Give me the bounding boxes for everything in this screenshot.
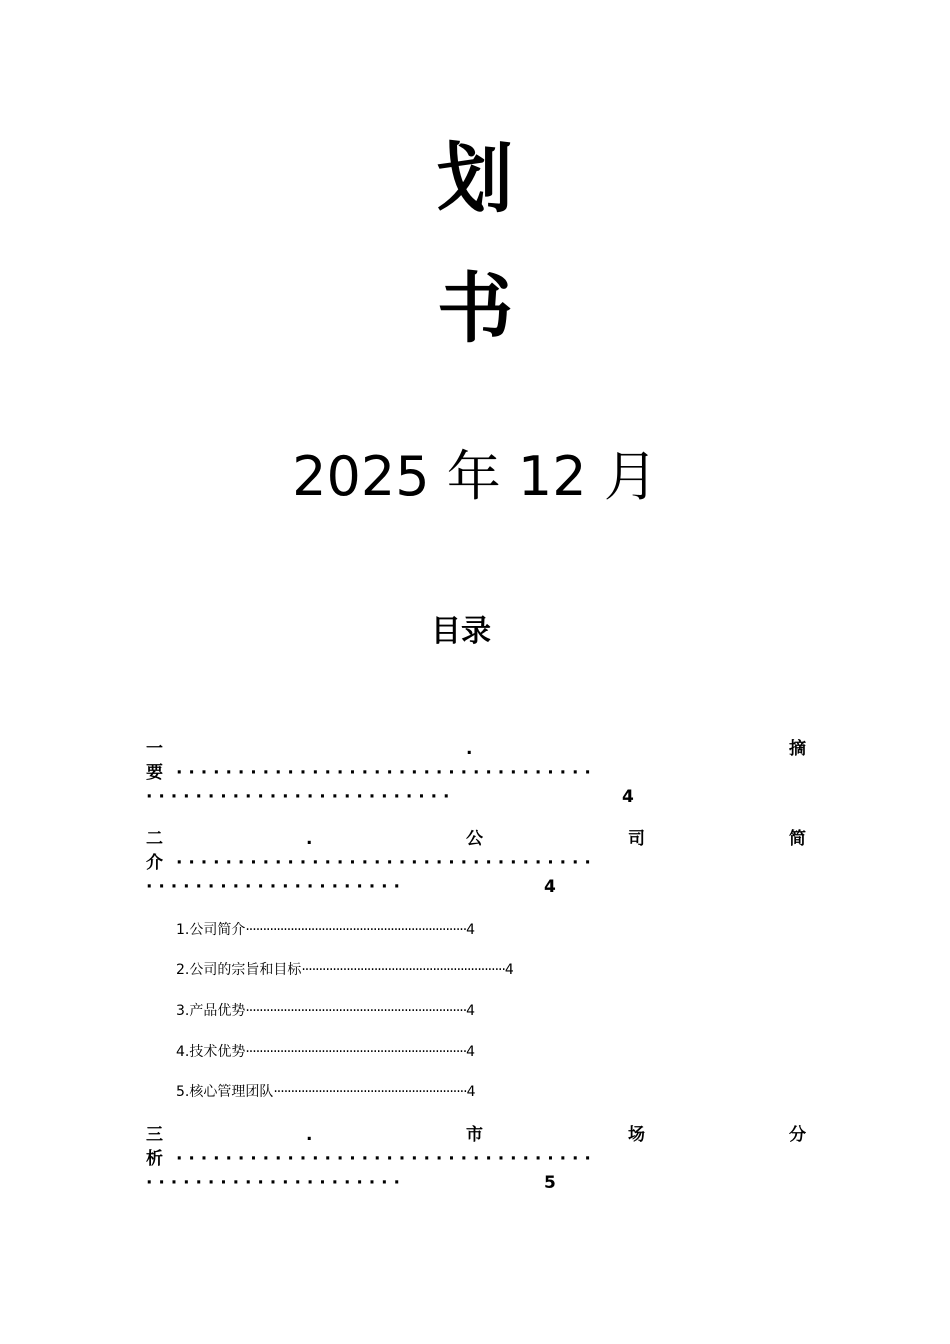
toc-leader-dots: · · · · · · · · · · · · · · · · · · · · · · · · · · · · · · · · · · [176,853,591,873]
toc-subentry-label: 4.技术优势 [176,1044,246,1060]
toc-entry-char: 场 [628,1125,645,1145]
toc-subentry-page: 4 [466,1084,476,1100]
toc-subentry-page: 4 [466,1003,476,1019]
toc-entry-char: 公 [466,829,483,849]
toc-entry-number: 二 [146,829,163,849]
toc-entry-separator: . [306,829,313,849]
toc-entry-char: 简 [789,829,806,849]
toc-leader-dots: · · · · · · · · · · · · · · · · · · · · · · · · · [146,787,450,807]
toc-entry-char: 市 [466,1125,483,1145]
toc-leader-dots: · · · · · · · · · · · · · · · · · · · · · [146,877,400,897]
toc-leader-dots: ································································ [245,1044,467,1060]
cover-title-line-1: 划 [437,134,513,223]
toc-entry-market-analysis[interactable] [146,1124,806,1204]
toc-entry-char: 析 [146,1149,163,1169]
toc-entry-char: 分 [789,1125,806,1145]
toc-leader-dots: ································································ [245,922,467,938]
toc-heading: 目录 [431,614,491,649]
toc-subentry[interactable] [176,960,514,980]
toc-entry-number: 一 [146,739,163,759]
toc-entry-char: 司 [628,829,645,849]
toc-leader-dots: · · · · · · · · · · · · · · · · · · · · · · · · · · · · · · · · · · [176,763,591,783]
toc-subentry[interactable] [176,1082,476,1102]
toc-entry-char: 要 [146,763,163,783]
toc-leader-dots: · · · · · · · · · · · · · · · · · · · · · [146,1173,400,1193]
toc-entry-page: 5 [544,1173,556,1193]
toc-subentry-page: 4 [504,962,514,978]
toc-subentry-label: 3.产品优势 [176,1003,246,1019]
toc-leader-dots: ································································ [245,1003,467,1019]
toc-leader-dots: ··························································· [301,962,505,978]
toc-subentry-label: 2.公司的宗旨和目标 [176,962,302,978]
toc-leader-dots: · · · · · · · · · · · · · · · · · · · · · · · · · · · · · · · · · · [176,1149,591,1169]
toc-entry-separator: . [306,1125,313,1145]
toc-subentry-page: 4 [466,1044,476,1060]
toc-entry-char: 介 [146,853,163,873]
cover-date: 2025 年 12 月 [292,445,658,508]
toc-entry-company-intro[interactable] [146,828,806,908]
toc-subentry-label: 1.公司简介 [176,922,246,938]
toc-entry-separator: . [466,739,473,759]
cover-title-line-2: 书 [437,264,513,353]
toc-subentry-label: 5.核心管理团队 [176,1084,274,1100]
toc-subentry-page: 4 [466,922,476,938]
toc-subentry[interactable] [176,1001,475,1021]
toc-leader-dots: ························································ [273,1084,467,1100]
toc-entry-number: 三 [146,1125,163,1145]
toc-entry-page: 4 [622,787,634,807]
toc-entry-page: 4 [544,877,556,897]
toc-subentry[interactable] [176,920,475,940]
toc-entry-summary[interactable] [146,738,806,818]
toc-entry-char: 摘 [789,739,806,759]
toc-subentry[interactable] [176,1042,475,1062]
